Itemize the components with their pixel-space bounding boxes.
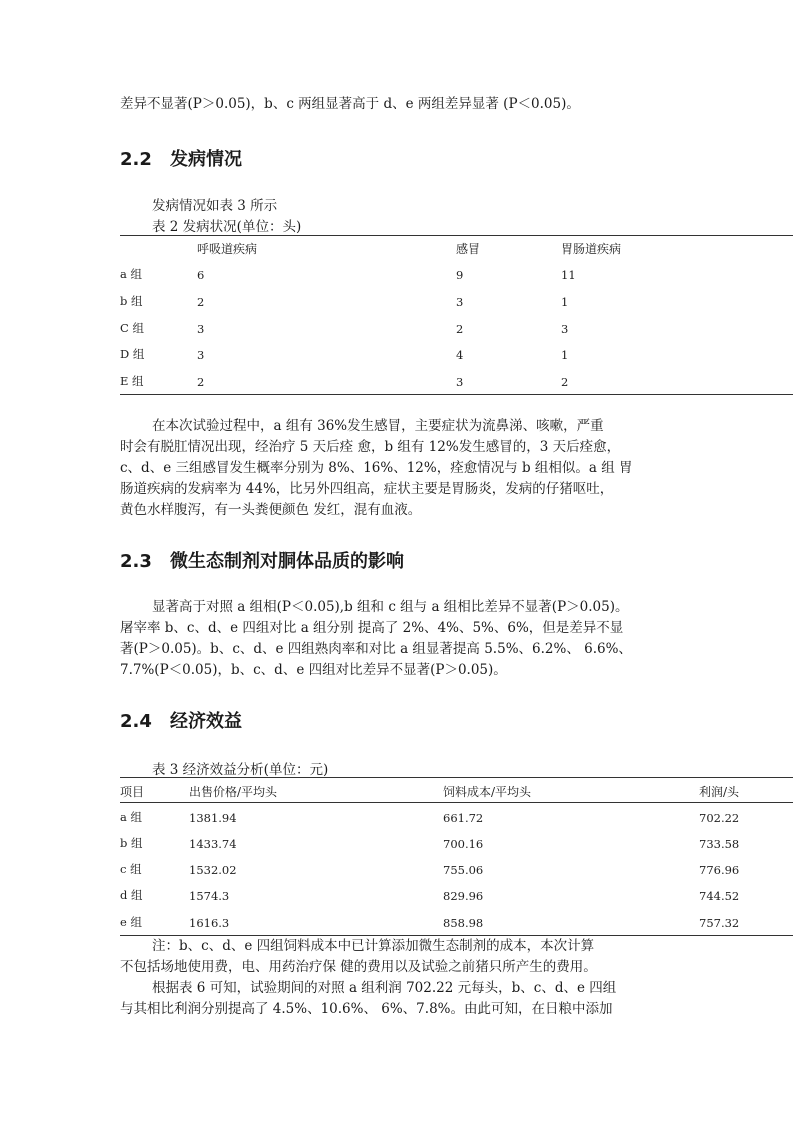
section-number: 2.4 bbox=[120, 711, 152, 732]
table-cell: e 组 bbox=[120, 915, 142, 929]
table-cell: 776.96 bbox=[699, 863, 740, 877]
table-cell: 733.58 bbox=[699, 837, 740, 851]
table-cell: 3 bbox=[561, 322, 569, 336]
table-cell: E 组 bbox=[120, 374, 144, 388]
table-cell: a 组 bbox=[120, 267, 143, 281]
table-header-cell: 出售价格/平均头 bbox=[189, 785, 278, 799]
table-top-rule bbox=[120, 777, 793, 778]
section-title: 微生态制剂对胴体品质的影响 bbox=[170, 551, 404, 572]
table-cell: 3 bbox=[197, 348, 205, 362]
text-line: 肠道疾病的发病率为 44%，比另外四组高，症状主要是胃肠炎，发病的仔猪呕吐， bbox=[120, 481, 614, 497]
table-cell: C 组 bbox=[120, 321, 144, 335]
table-2-caption: 表 2 发病状况(单位：头) bbox=[152, 219, 302, 235]
table-cell: 3 bbox=[456, 375, 464, 389]
table-header-rule bbox=[120, 802, 793, 803]
text-line: 不包括场地使用费，电、用药治疗保 健的费用以及试验之前猪只所产生的费用。 bbox=[120, 959, 597, 975]
table-cell: 9 bbox=[456, 268, 464, 282]
section-title: 发病情况 bbox=[170, 149, 242, 170]
table-cell: 755.06 bbox=[443, 863, 484, 877]
text-line: 差异不显著(P＞0.05)，b、c 两组显著高于 d、e 两组差异显著 (P＜0.05)。 bbox=[120, 96, 580, 112]
table-cell: 6 bbox=[197, 268, 205, 282]
carcass-paragraph bbox=[120, 597, 680, 681]
table-cell: 1381.94 bbox=[189, 811, 237, 825]
section-number: 2.2 bbox=[120, 149, 152, 170]
table-header-cell: 利润/头 bbox=[699, 785, 740, 799]
text-line: 显著高于对照 a 组相(P＜0.05),b 组和 c 组与 a 组相比差异不显著(P＞0.05)。 bbox=[152, 599, 629, 615]
table-cell: 700.16 bbox=[443, 837, 484, 851]
text-line: c、d、e 三组感冒发生概率分别为 8%、16%、12%，痊愈情况与 b 组相似。a 组 胃 bbox=[120, 460, 633, 476]
disease-paragraph bbox=[120, 416, 680, 521]
table-cell: 1532.02 bbox=[189, 863, 237, 877]
text-line: 屠宰率 b、c、d、e 四组对比 a 组分别 提高了 2%、4%、5%、6%，但是差异不显 bbox=[120, 620, 624, 636]
table-cell: d 组 bbox=[120, 888, 143, 902]
table-cell: 3 bbox=[197, 322, 205, 336]
table-cell: 757.32 bbox=[699, 916, 740, 930]
text-line: 根据表 6 可知，试验期间的对照 a 组利润 702.22 元每头，b、c、d、e 四组 bbox=[152, 980, 617, 996]
table-cell: 829.96 bbox=[443, 889, 484, 903]
table-bottom-rule bbox=[120, 394, 793, 395]
text-line: 时会有脱肛情况出现，经治疗 5 天后痊 愈，b 组有 12%发生感冒的，3 天后痊愈， bbox=[120, 439, 621, 455]
table-cell: 2 bbox=[197, 295, 205, 309]
text-line: 与其相比利润分别提高了 4.5%、10.6%、 6%、7.8%。由此可知，在日粮中添加 bbox=[120, 1001, 613, 1017]
table-header-cell: 胃肠道疾病 bbox=[561, 242, 622, 256]
table-cell: 3 bbox=[456, 295, 464, 309]
table-cell: 702.22 bbox=[699, 811, 740, 825]
table-header-cell: 呼吸道疾病 bbox=[197, 242, 258, 256]
text-line: 7.7%(P＜0.05)，b、c、d、e 四组对比差异不显著(P＞0.05)。 bbox=[120, 662, 507, 678]
table-cell: 1616.3 bbox=[189, 916, 230, 930]
table-header-cell: 饲料成本/平均头 bbox=[443, 785, 532, 799]
intro-paragraph bbox=[120, 94, 680, 115]
text-line: 在本次试验过程中，a 组有 36%发生感冒，主要症状为流鼻涕、咳嗽，严重 bbox=[152, 418, 604, 434]
section-title: 经济效益 bbox=[170, 711, 242, 732]
table-cell: 858.98 bbox=[443, 916, 484, 930]
table-cell: 4 bbox=[456, 348, 464, 362]
table-cell: 1 bbox=[561, 348, 569, 362]
text-line: 著(P＞0.05)。b、c、d、e 四组熟肉率和对比 a 组显著提高 5.5%、6.2%、 6.6%、 bbox=[120, 641, 632, 657]
section-heading-2-2 bbox=[120, 145, 242, 171]
table-cell: a 组 bbox=[120, 810, 143, 824]
section-heading-2-4 bbox=[120, 707, 242, 733]
section-intro: 发病情况如表 3 所示 bbox=[152, 198, 278, 214]
text-line: 注：b、c、d、e 四组饲料成本中已计算添加微生态制剂的成本，本次计算 bbox=[152, 938, 595, 954]
note-paragraph bbox=[120, 936, 680, 1020]
table-cell: 1574.3 bbox=[189, 889, 230, 903]
table-3-caption: 表 3 经济效益分析(单位：元) bbox=[152, 762, 329, 778]
table-cell: 1 bbox=[561, 295, 569, 309]
table-cell: 744.52 bbox=[699, 889, 740, 903]
table-cell: b 组 bbox=[120, 836, 143, 850]
table-header-cell: 项目 bbox=[120, 785, 145, 799]
table-cell: 2 bbox=[197, 375, 205, 389]
table-cell: b 组 bbox=[120, 294, 143, 308]
section-heading-2-3 bbox=[120, 547, 404, 573]
table-cell: 1433.74 bbox=[189, 837, 237, 851]
section-number: 2.3 bbox=[120, 551, 152, 572]
table-top-rule bbox=[120, 235, 793, 236]
table-cell: 2 bbox=[456, 322, 464, 336]
table-cell: D 组 bbox=[120, 347, 145, 361]
table-header-cell: 感冒 bbox=[456, 242, 481, 256]
table-cell: c 组 bbox=[120, 862, 142, 876]
table-cell: 2 bbox=[561, 375, 569, 389]
table-cell: 661.72 bbox=[443, 811, 484, 825]
text-line: 黄色水样腹泻，有一头粪便颜色 发红，混有血液。 bbox=[120, 502, 422, 518]
table-cell: 11 bbox=[561, 268, 576, 282]
